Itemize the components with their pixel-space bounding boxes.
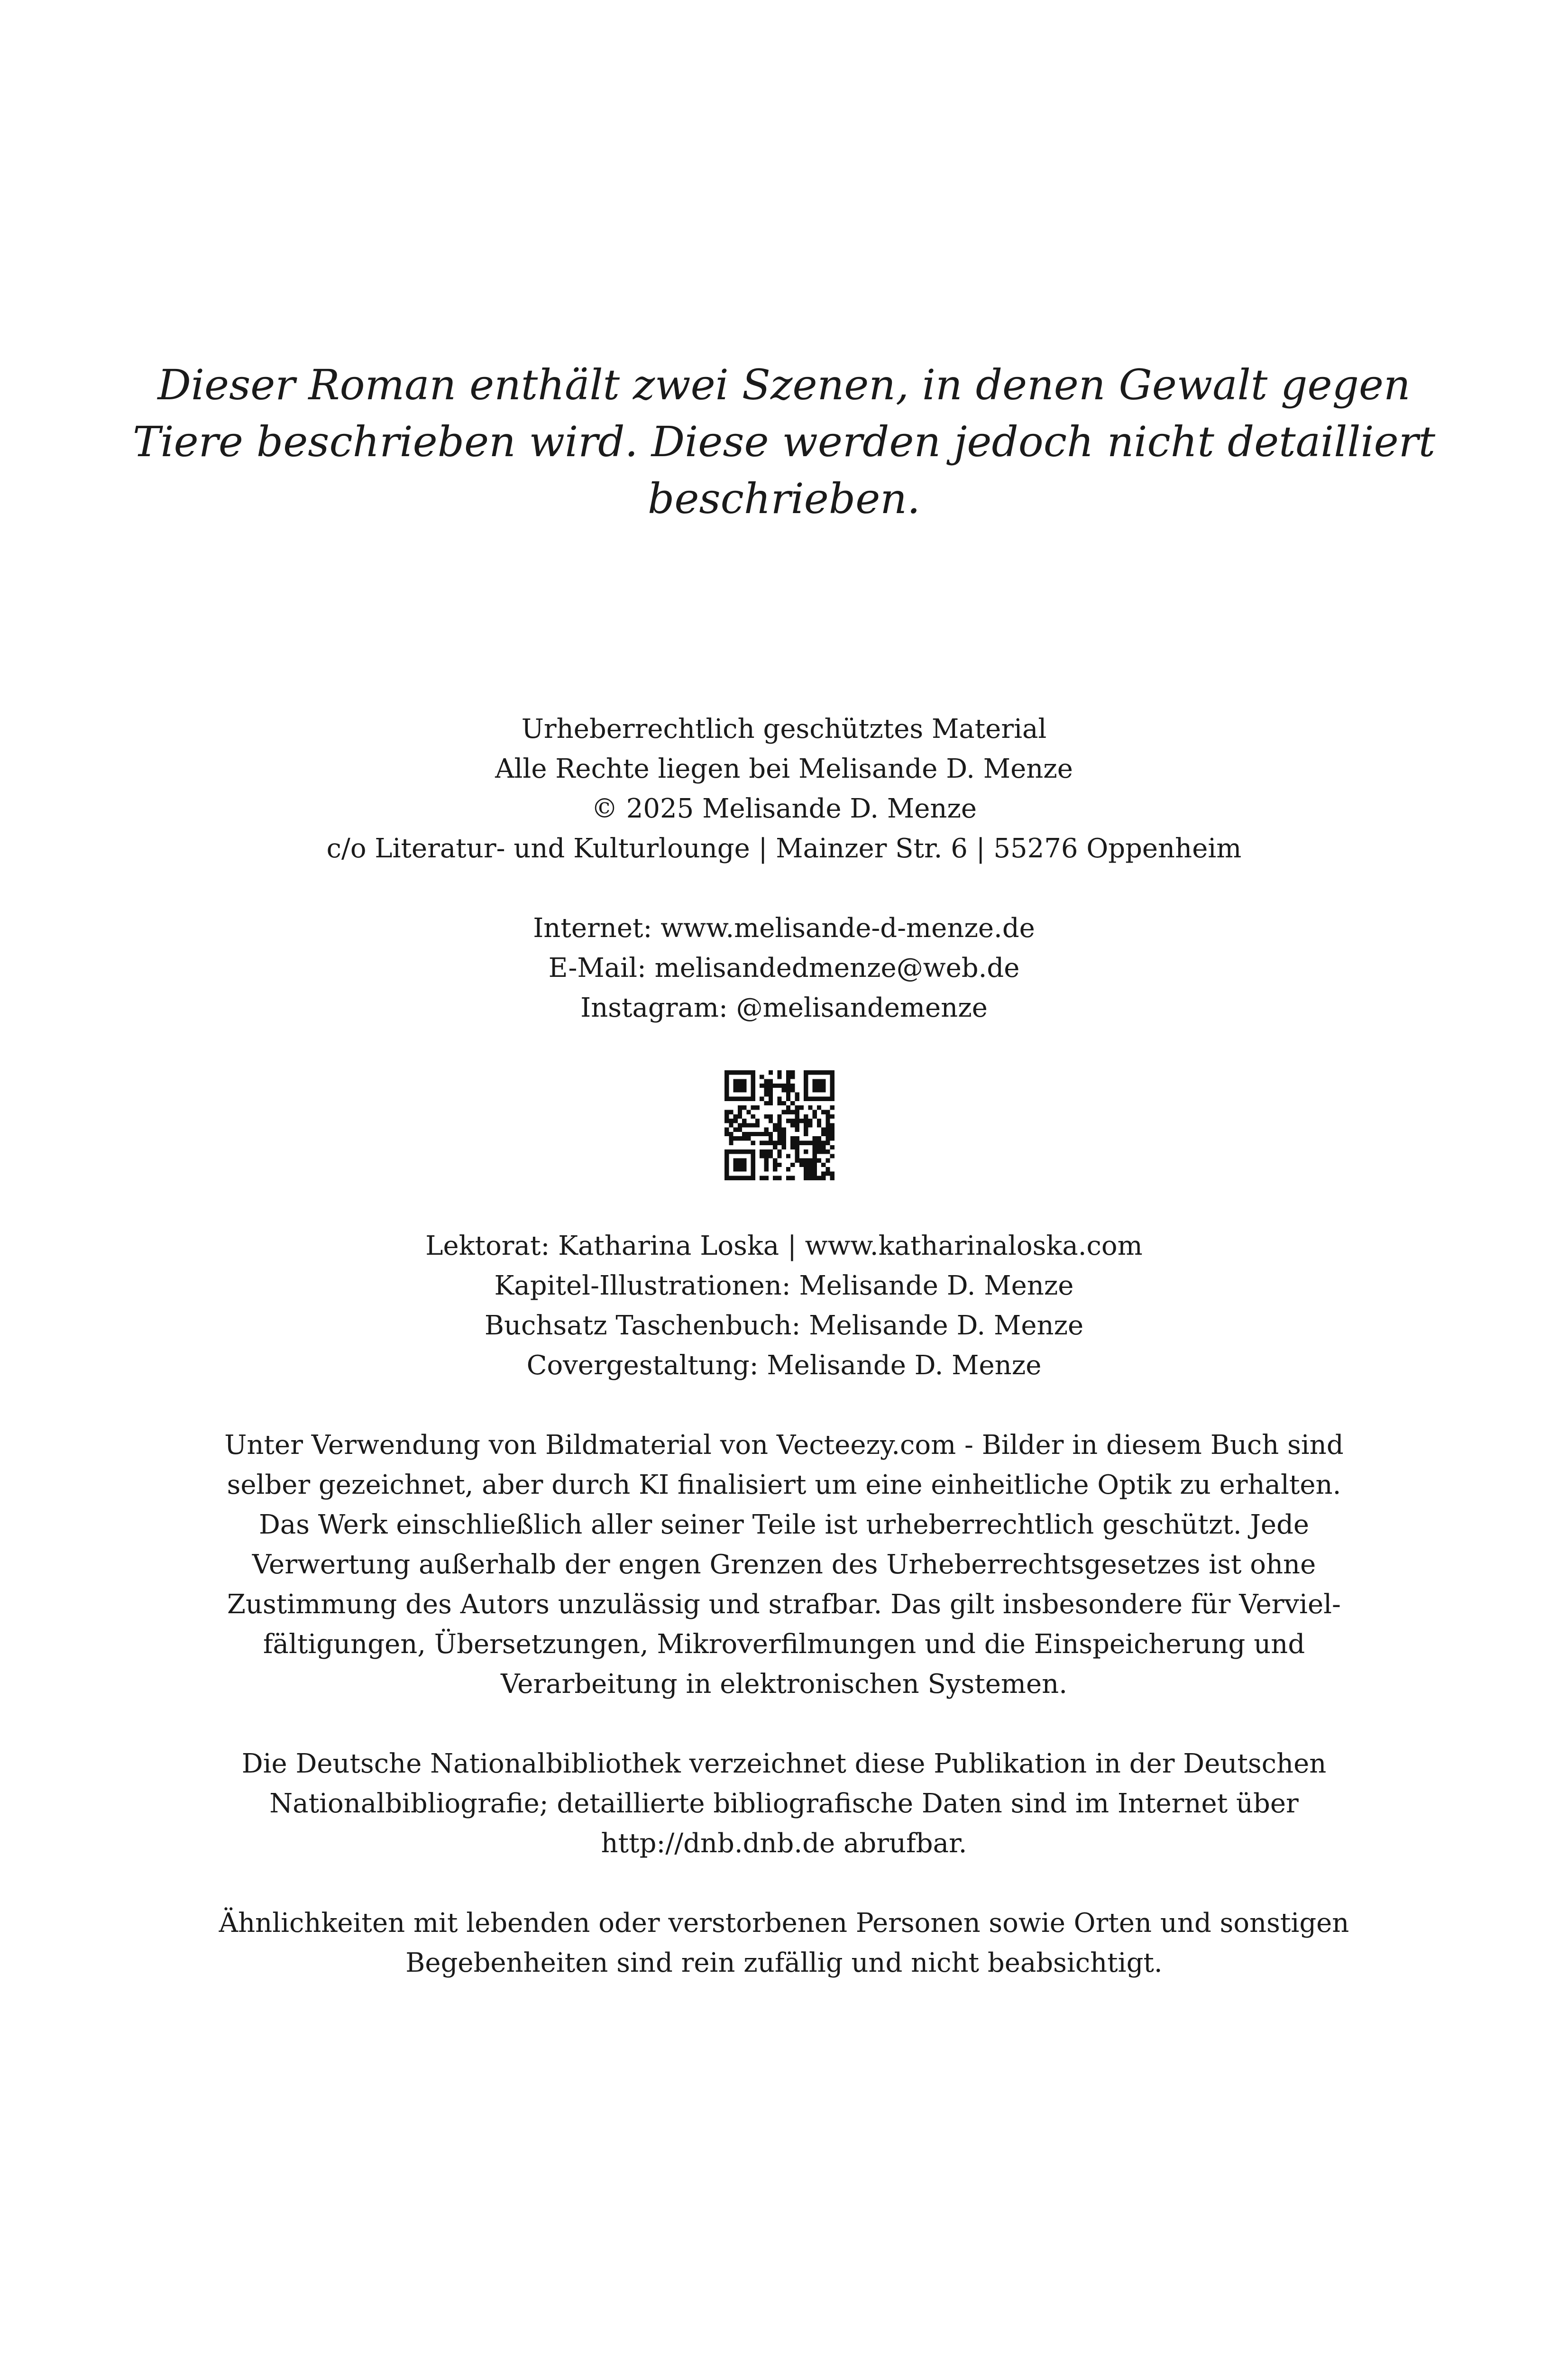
content-warning-line: Tiere beschrieben wird. Diese werden jedoch nicht detailliert	[132, 417, 1436, 466]
email-link[interactable]: E-Mail: melisandedmenze@web.de	[548, 953, 1020, 983]
instagram-link[interactable]: Instagram: @melisandemenze	[580, 993, 988, 1023]
content-warning-line: beschrieben.	[648, 474, 920, 523]
credit-line: Lektorat: Katharina Loska | www.katharinaloska.com	[425, 1231, 1143, 1261]
dnb-line: Die Deutsche Nationalbibliothek verzeichnet diese Publikation in der Deutschen	[241, 1748, 1327, 1779]
credit-line: Buchsatz Taschenbuch: Melisande D. Menze	[484, 1310, 1084, 1341]
disclaimer-line: Begebenheiten sind rein zufällig und nicht beabsichtigt.	[405, 1948, 1163, 1978]
legal-line: selber gezeichnet, aber durch KI finalisiert um eine einheitliche Optik zu erhalten.	[227, 1470, 1341, 1500]
dnb-line: Nationalbibliografie; detaillierte bibliografische Daten sind im Internet über	[269, 1788, 1299, 1819]
content-warning-line: Dieser Roman enthält zwei Szenen, in denen Gewalt gegen	[157, 360, 1411, 409]
disclaimer-line: Ähnlichkeiten mit lebenden oder verstorbenen Personen sowie Orten und sonstigen	[219, 1908, 1349, 1939]
copyright-line: Urheberrechtlich geschütztes Material	[521, 714, 1047, 744]
legal-line: Verwertung außerhalb der engen Grenzen des Urheberrechtsgesetzes ist ohne	[252, 1549, 1316, 1580]
legal-line: Das Werk einschließlich aller seiner Teile ist urheberrechtlich geschützt. Jede	[258, 1509, 1310, 1540]
legal-line: fältigungen, Übersetzungen, Mikroverfilmungen und die Einspeicherung und	[263, 1629, 1305, 1660]
legal-line: Verarbeitung in elektronischen Systemen.	[500, 1669, 1068, 1700]
copyright-line: Alle Rechte liegen bei Melisande D. Menze	[495, 754, 1073, 784]
website-link[interactable]: Internet: www.melisande-d-menze.de	[533, 913, 1035, 944]
credit-line: Kapitel-Illustrationen: Melisande D. Menze	[494, 1270, 1074, 1301]
credit-line: Covergestaltung: Melisande D. Menze	[526, 1350, 1042, 1381]
address-line: c/o Literatur- und Kulturlounge | Mainzer Str. 6 | 55276 Oppenheim	[326, 833, 1242, 864]
dnb-line: http://dnb.dnb.de abrufbar.	[601, 1828, 967, 1859]
copyright-line: © 2025 Melisande D. Menze	[591, 793, 977, 824]
legal-line: Unter Verwendung von Bildmaterial von Vecteezy.com - Bilder in diesem Buch sind	[224, 1430, 1344, 1461]
qr-code-icon[interactable]	[724, 1070, 834, 1180]
legal-line: Zustimmung des Autors unzulässig und strafbar. Das gilt insbesondere für Verviel-	[227, 1589, 1341, 1620]
